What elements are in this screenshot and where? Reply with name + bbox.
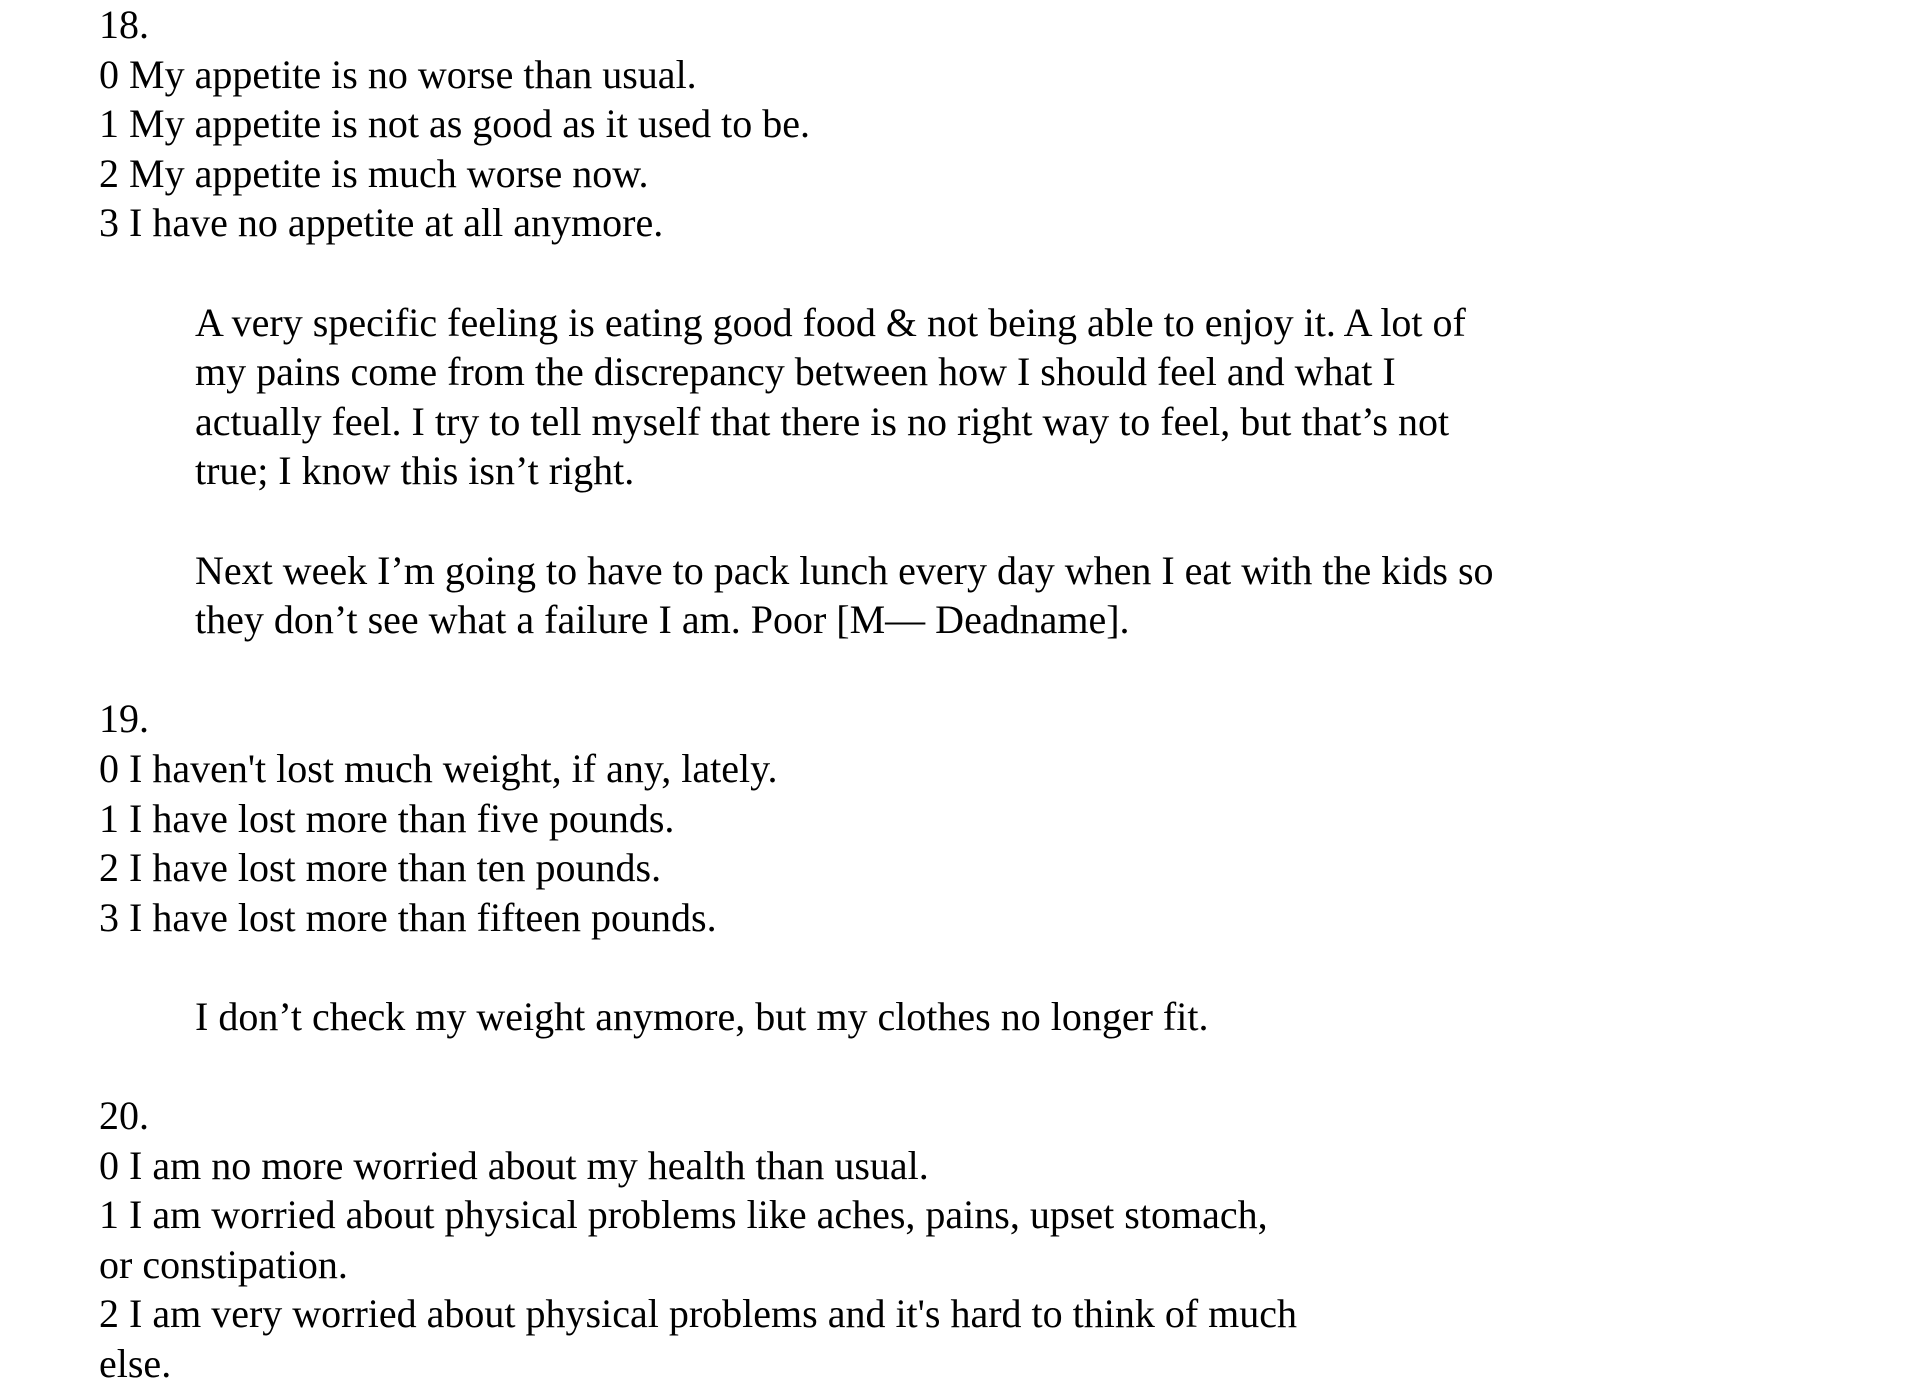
- answer-option: 3 I have no appetite at all anymore.: [99, 200, 664, 246]
- answer-option: 2 I am very worried about physical problems and it's hard to think of much else.: [99, 1291, 1298, 1387]
- blank-line: [99, 496, 1799, 546]
- blank-line: [99, 1041, 1799, 1091]
- journal-note: I don’t check my weight anymore, but my clothes no longer fit.: [195, 993, 1209, 1039]
- question-number: 19.: [99, 696, 149, 742]
- document-page: [99, 0, 1799, 1389]
- blank-line: [99, 942, 1799, 992]
- question-item-20: [99, 1091, 1799, 1389]
- answer-option: 2 My appetite is much worse now.: [99, 150, 649, 196]
- answer-option: 2 I have lost more than ten pounds.: [99, 845, 662, 891]
- answer-option: 0 I am no more worried about my health than usual.: [99, 1142, 929, 1188]
- answer-option: 0 I haven't lost much weight, if any, lately.: [99, 745, 778, 791]
- journal-note: Next week I’m going to have to pack lunch every day when I eat with the kids so they don’t see what a failure I am. Poor [M— Deadname].: [195, 547, 1494, 643]
- question-item-19: [99, 694, 1799, 1091]
- question-number: 18.: [99, 2, 149, 47]
- answer-option: 3 I have lost more than fifteen pounds.: [99, 894, 717, 940]
- answer-option: 0 My appetite is no worse than usual.: [99, 51, 697, 97]
- answer-option: 1 My appetite is not as good as it used to be.: [99, 101, 811, 147]
- blank-line: [99, 248, 1799, 298]
- answer-option: 1 I am worried about physical problems like aches, pains, upset stomach, or constipation.: [99, 1192, 1268, 1287]
- question-number: 20.: [99, 1093, 149, 1139]
- question-item-18: [99, 0, 1799, 694]
- journal-note: A very specific feeling is eating good food & not being able to enjoy it. A lot of my pains come from the discrepancy between how I should feel and what I actually feel. I try to tell myself that there is no right way to feel, but that’s not true; I know this isn’t right.: [195, 299, 1466, 494]
- answer-option: 1 I have lost more than five pounds.: [99, 795, 675, 841]
- blank-line: [99, 645, 1799, 695]
